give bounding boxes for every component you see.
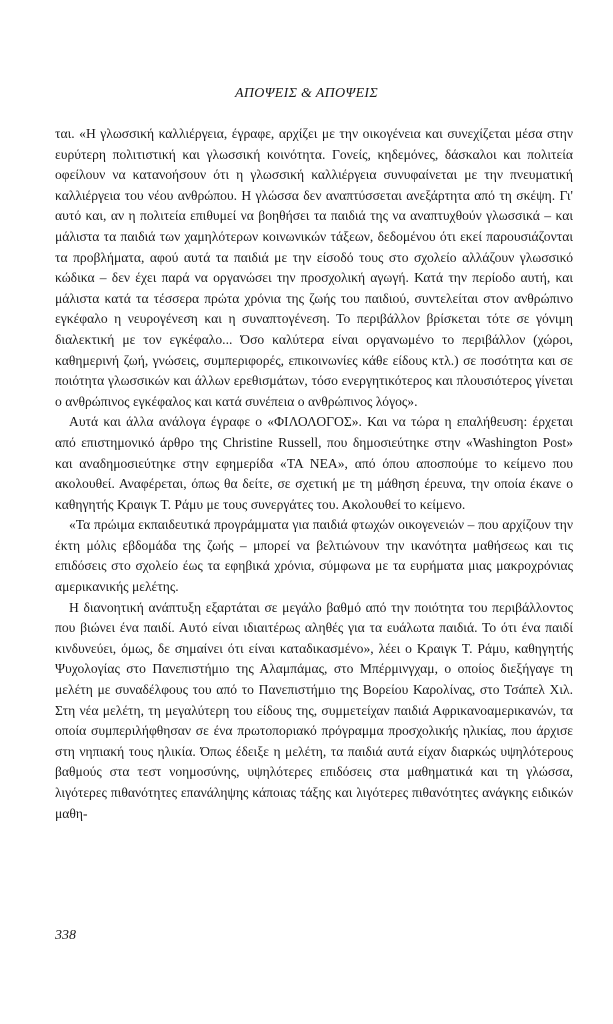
running-head: ΑΠΟΨΕΙΣ & ΑΠΟΨΕΙΣ [234,86,379,101]
page-number: 338 [55,928,76,943]
paragraph: «Τα πρώιμα εκπαιδευτικά προγράμματα για παιδιά φτωχών οικογενειών – που αρχίζουν την έκτη μόλις εβδομάδα της ζωής – μπορεί να βελτιώνουν την ικανότητα μαθήσεως και τις επιδόσεις στο σχολείο έως τα εφηβικά χρόνια, σύμφωνα με τα ευρήματα μιας μακροχρόνιας αμερικανικής μελέτης. [55,517,573,595]
paragraph: Αυτά και άλλα ανάλογα έγραφε ο «ΦΙΛΟΛΟΓΟΣ». Και να τώρα η επαλήθευση: έρχεται από επιστημονικό άρθρο της Christine Russell, που δημοσιεύτηκε στην «Washington Post» και αναδημοσιεύτηκε στην εφημερίδα «ΤΑ ΝΕΑ», από όπου αποσπούμε το κείμενο που ακολουθεί. Αναφέρεται, όπως θα δείτε, σε σχετική με τη μάθηση έρευνα, την οποία έκανε ο καθηγητής Κραιγκ Τ. Ράμυ με τους συνεργάτες του. Ακολουθεί το κείμενο. [55,414,573,512]
body-text [55,124,573,824]
paragraph-continued: ται. «Η γλωσσική καλλιέργεια, έγραφε, αρχίζει με την οικογένεια και συνεχίζεται μέσα στην ευρύτερη πολιτιστική και γλωσσική κοινότητα. Γονείς, κηδεμόνες, δάσκαλοι και πολιτεία οφείλουν να κατανοήσουν ότι η γλωσσική καλλιέργεια συνυφαίνεται με την πνευματική καλλιέργεια του νέου ανθρώπου. Η γλώσσα δεν αναπτύσσεται ανεξάρτητα από τη σκέψη. Γι' αυτό και, αν η πολιτεία επιθυμεί να βοηθήσει τα παιδιά της να αναπτυχθούν γλωσσικά – και μάλιστα τα παιδιά των χαμηλότερων κοινωνικών τάξεων, δεδομένου ότι εκεί παρουσιάζονται τα προβλήματα, αφού αυτά τα παιδιά με την είσοδό τους στο σχολείο αλλάζουν γλωσσικό κώδικα – δεν έχει παρά να οργανώσει την προσχολική αγωγή. Κατά την περίοδο αυτή, και μάλιστα κατά τα τέσσερα πρώτα χρόνια της ζωής του παιδιού, συντελείται στον ανθρώπινο εγκέφαλο η νευρογένεση και η συναπτογένεση. Το περιβάλλον βρίσκεται τότε σε γόνιμη διαλεκτική με τον εγκέφαλο... Όσο καλύτερα είναι οργανωμένο το περιβάλλον (χώροι, καθημερινή ζωή, γνώσεις, συμπεριφορές, επικοινωνίες κάθε είδους κτλ.) σε ποσότητα και σε ποιότητα γλωσσικών και άλλων ερεθισμάτων, τόσο ενεργητικότερος και πλουσιότερος γίνεται ο ανθρώπινος εγκέφαλος και κατά συνέπεια ο ανθρώπινος λόγος». [55,126,573,409]
paragraph: Η διανοητική ανάπτυξη εξαρτάται σε μεγάλο βαθμό από την ποιότητα του περιβάλλοντος που βιώνει ένα παιδί. Αυτό είναι ιδιαιτέρως αληθές για τα ευάλωτα παιδιά. Το ότι ένα παιδί κινδυνεύει, όμως, δε σημαίνει ότι είναι καταδικασμένο», λέει ο Κραιγκ Τ. Ράμυ, καθηγητής Ψυχολογίας στο Πανεπιστήμιο της Αλαμπάμας, στο Μπέρμινγχαμ, ο οποίος διεξήγαγε τη μελέτη με συναδέλφους του από το Πανεπιστήμιο της Βορείου Καρολίνας, στο Τσάπελ Χιλ. Στη νέα μελέτη, τη μεγαλύτερη του είδους της, συμμετείχαν παιδιά Αφρικανοαμερικανών, τα οποία συμπεριλήφθησαν σε ένα πρωτοποριακό πρόγραμμα προσχολικής ηλικίας, που άρχισε στη νηπιακή τους ηλικία. Όπως έδειξε η μελέτη, τα παιδιά αυτά είχαν διαρκώς υψηλότερους βαθμούς στα τεστ νοημοσύνης, υψηλότερες επιδόσεις στα μαθηματικά και τη γλώσσα, λιγότερες πιθανότητες επανάληψης κάποιας τάξης και λιγότερες πιθανότητες ανάγκης ειδικών μαθη- [55,599,573,821]
